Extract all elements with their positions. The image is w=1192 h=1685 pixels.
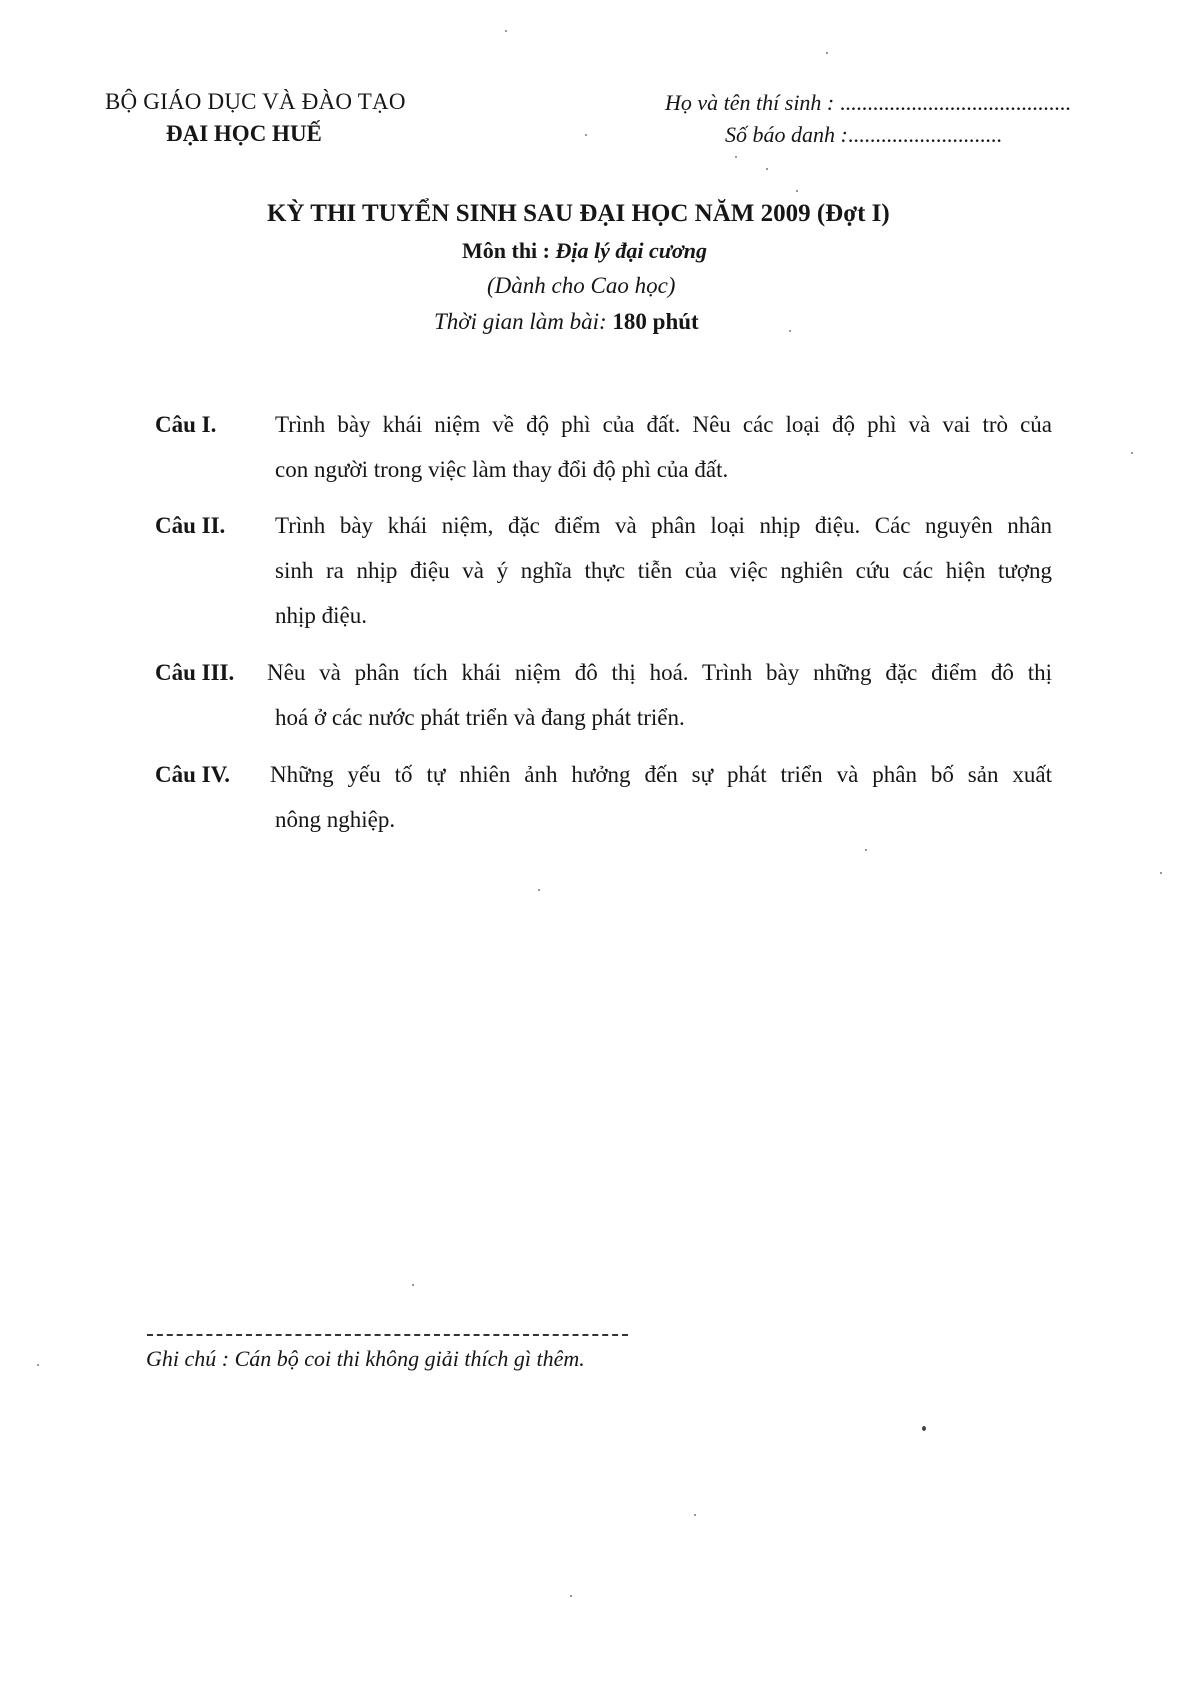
scan-speck	[412, 1284, 414, 1286]
scan-speck	[922, 1426, 926, 1431]
question-2-line-2: sinh ra nhịp điệu và ý nghĩa thực tiễn của việc nghiên cứu các hiện tượng	[275, 558, 1052, 583]
question-1-label: Câu I.	[155, 412, 217, 437]
scan-speck	[865, 849, 867, 851]
candidate-number-blank: ............................	[847, 122, 1002, 147]
question-4-line-1: Những yếu tố tự nhiên ảnh hưởng đến sự phát triển và phân bố sản xuất	[270, 762, 1052, 787]
scan-speck	[766, 168, 768, 170]
scan-speck	[538, 889, 540, 891]
university-name: ĐẠI HỌC HUẾ	[166, 121, 322, 146]
candidate-number-label: Số báo danh :	[725, 122, 848, 147]
candidate-name-field	[665, 90, 1071, 116]
question-4-line-2: nông nghiệp.	[275, 807, 396, 832]
subject-line	[462, 238, 707, 264]
question-2-label: Câu II.	[155, 513, 226, 538]
scan-speck	[735, 156, 737, 158]
note-divider	[147, 1334, 628, 1336]
duration-line	[434, 309, 699, 335]
question-3-label: Câu III.	[155, 660, 235, 685]
footer-note: Ghi chú : Cán bộ coi thi không giải thích gì thêm.	[146, 1346, 585, 1371]
scan-speck	[585, 134, 587, 136]
candidate-number-field	[725, 122, 1002, 148]
duration-label: Thời gian làm bài:	[434, 309, 607, 334]
candidate-name-blank: ..........................................	[839, 90, 1071, 115]
scan-speck	[570, 1595, 572, 1597]
question-1-line-1: Trình bày khái niệm về độ phì của đất. Nêu các loại độ phì và vai trò của	[275, 412, 1052, 437]
candidate-name-label: Họ và tên thí sinh :	[665, 90, 835, 115]
scan-speck	[694, 1514, 696, 1516]
subject-label: Môn thi :	[462, 238, 550, 263]
question-2-line-1: Trình bày khái niệm, đặc điểm và phân loại nhịp điệu. Các nguyên nhân	[275, 513, 1052, 538]
question-3-line-2: hoá ở các nước phát triển và đang phát triển.	[275, 705, 685, 730]
question-2-line-3: nhịp điệu.	[275, 603, 367, 628]
audience-note: (Dành cho Cao học)	[487, 273, 676, 298]
scan-speck	[1131, 452, 1133, 454]
scan-speck	[1160, 872, 1162, 874]
exam-title: KỲ THI TUYỂN SINH SAU ĐẠI HỌC NĂM 2009 (Đợt I)	[267, 200, 890, 227]
question-4-label: Câu IV.	[155, 762, 230, 787]
duration-value: 180 phút	[612, 309, 699, 334]
question-1-line-2: con người trong việc làm thay đổi độ phì của đất.	[275, 457, 729, 482]
scan-speck	[789, 330, 791, 332]
subject-value: Địa lý đại cương	[555, 238, 707, 263]
scan-speck	[826, 52, 828, 54]
scan-speck	[505, 30, 507, 32]
scan-speck	[37, 1364, 39, 1366]
question-3-line-1: Nêu và phân tích khái niệm đô thị hoá. Trình bày những đặc điểm đô thị	[267, 660, 1052, 685]
ministry-name: BỘ GIÁO DỤC VÀ ĐÀO TẠO	[105, 89, 406, 114]
scan-speck	[796, 190, 798, 192]
